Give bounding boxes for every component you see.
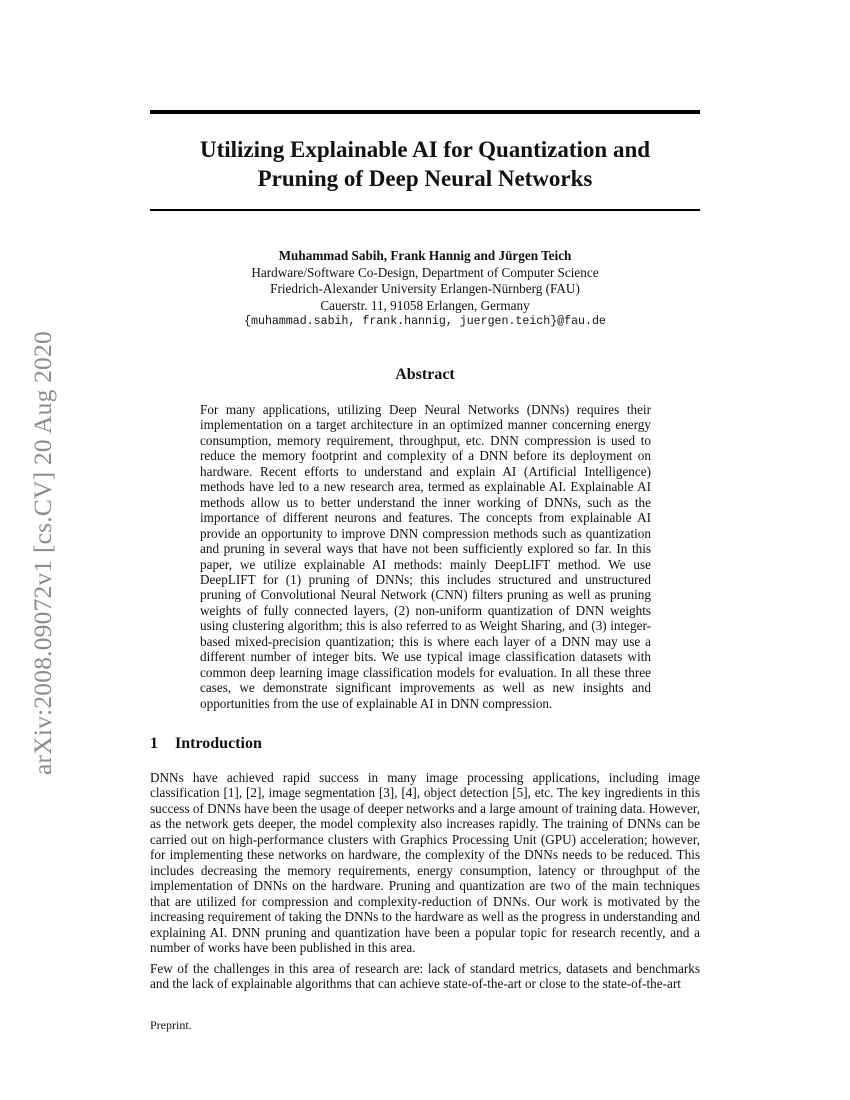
title-bottom-rule	[150, 209, 700, 211]
address: Cauerstr. 11, 91058 Erlangen, Germany	[320, 297, 530, 313]
abstract-text: For many applications, utilizing Deep Neural Networks (DNNs) requires their implementation on a target architecture in an optimized manner concerning energy consumption, memory requirement, throughput, etc. DNN compression is used to reduce the memory footprint and complexity of a DNN before its deployment on hardware. Recent efforts to understand and explain AI (Artificial Intelligence) methods have led to a new research area, termed as explainable AI. Explainable AI methods allow us to better understand the inner working of DNNs, such as the importance of different neurons and features. The concepts from explainable AI provide an opportunity to improve DNN compression methods such as quantization and pruning in several ways that have not been sufficiently explored so far. In this paper, we utilize explainable AI methods: mainly DeepLIFT method. We use DeepLIFT for (1) pruning of DNNs; this includes structured and unstructured pruning of Convolutional Neural Network (CNN) filters pruning as well as pruning weights of fully connected layers, (2) non-uniform quantization of DNN weights using clustering algorithm; this is also referred to as Weight Sharing, and (3) integer-based mixed-precision quantization; this is where each layer of a DNN may use a different number of integer bits. We use typical image classification datasets with common deep learning image classification models for evaluation. In all these three cases, we demonstrate significant improvements as well as new insights and opportunities from the use of explainable AI in DNN compression.	[200, 402, 651, 711]
affiliation-2: Friedrich-Alexander University Erlangen-Nürnberg (FAU)	[270, 281, 580, 296]
footer-note: Preprint.	[150, 1018, 192, 1032]
intro-paragraph-1: DNNs have achieved rapid success in many image processing applications, including image classification [1], [2], image segmentation [3], [4], object detection [5], etc. The key ingredients in this success of DNNs have been the usage of deeper networks and a large amount of training data. However, as the network gets deeper, the model complexity also increases rapidly. The training of DNNs can be carried out on high-performance clusters with Graphics Processing Unit (GPU) acceleration; however, for implementing these networks on hardware, the complexity of the DNNs needs to be reduced. This includes decreasing the memory requirements, energy consumption, latency or throughput of the implementation of DNNs on the hardware. Pruning and quantization are two of the main techniques that are utilized for compression and complexity-reduction of DNNs. Our work is motivated by the increasing requirement of taking the DNNs to the hardware as well as the progress in understanding and explaining AI. DNN pruning and quantization have been a popular topic for research recently, and a number of works have been published in this area.	[150, 770, 700, 955]
affiliation-1: Hardware/Software Co-Design, Department of Computer Science	[251, 264, 599, 280]
author-names: Muhammad Sabih, Frank Hannig and Jürgen Teich	[278, 248, 572, 263]
section-title: Introduction	[175, 735, 262, 752]
arxiv-stamp: arXiv:2008.09072v1 [cs.CV] 20 Aug 2020	[28, 331, 57, 775]
title-line-2: Pruning of Deep Neural Networks	[257, 166, 593, 191]
title-line-1: Utilizing Explainable AI for Quantization and	[199, 137, 651, 162]
email: {muhammad.sabih, frank.hannig, juergen.teich}@fau.de	[244, 315, 606, 328]
abstract-heading: Abstract	[395, 366, 455, 383]
intro-paragraph-2: Few of the challenges in this area of research are: lack of standard metrics, datasets and benchmarks and the lack of explainable algorithms that can achieve state-of-the-art or close to the state-of-the-art	[150, 961, 700, 992]
section-number: 1	[150, 735, 158, 752]
author-block	[150, 248, 700, 331]
paper-title	[150, 135, 700, 193]
title-top-rule	[150, 110, 700, 114]
section-heading	[150, 735, 262, 753]
